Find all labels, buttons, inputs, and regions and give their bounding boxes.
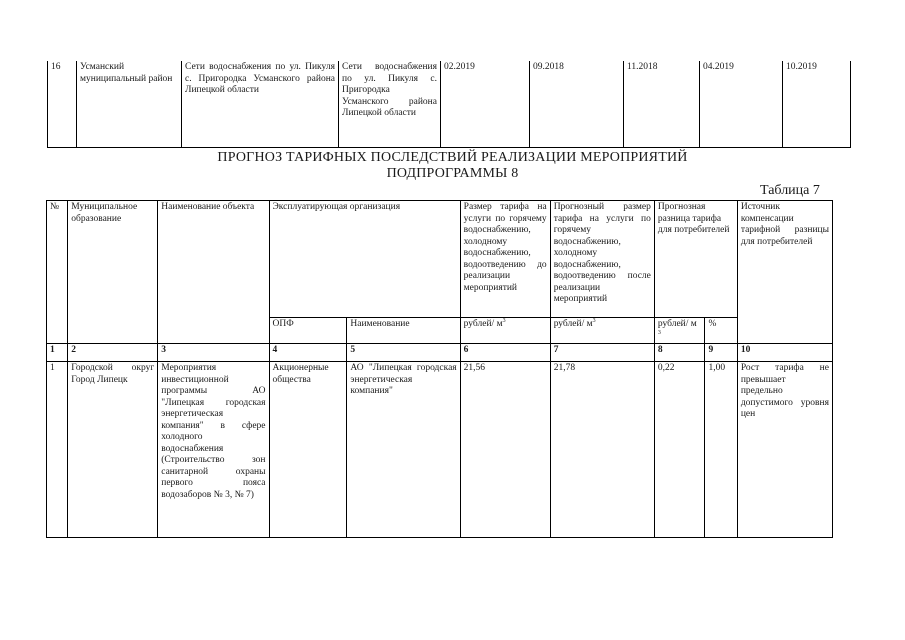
cell-date-4: 04.2019 — [700, 61, 783, 148]
header-row — [47, 201, 833, 318]
cell-opf: Акционерные общества — [269, 362, 347, 538]
col-number: 9 — [705, 344, 737, 362]
col-number: 4 — [269, 344, 347, 362]
cell-diff: 0,22 — [654, 362, 705, 538]
header-difference: Прогнозная разница тарифа для потребителей — [654, 201, 737, 318]
cell-percent: 1,00 — [705, 362, 737, 538]
col-number: 6 — [460, 344, 550, 362]
cell-num: 1 — [47, 362, 68, 538]
header-num: № — [47, 201, 68, 344]
cell-object: Мероприятия инвестиционной программы АО "Липецкая городская энергетическая компания" в сфере холодного водоснабжения (Строительство зон санитарной охраны первого пояса водозаборов № 3, № 7) — [158, 362, 269, 538]
table-row — [47, 362, 833, 538]
table-row — [48, 61, 851, 148]
header-unit-after: рублей/ $м^3$ — [550, 318, 654, 344]
header-unit-diff: рублей/ м $^3$ — [654, 318, 705, 344]
column-number-row — [47, 344, 833, 362]
col-number: 7 — [550, 344, 654, 362]
cell-municipality: Городской округ Город Липецк — [68, 362, 158, 538]
tariff-table — [46, 200, 833, 538]
header-opf: ОПФ — [269, 318, 347, 344]
cell-date-2: 09.2018 — [530, 61, 624, 148]
header-name: Наименование — [347, 318, 460, 344]
header-source: Источник компенсации тарифной разницы для потребителей — [737, 201, 832, 344]
cell-date-1: 02.2019 — [441, 61, 530, 148]
cell-num: 16 — [48, 61, 77, 148]
cell-object: Сети водоснабжения по ул. Пикуля с. Пригородка Усманского района Липецкой области — [182, 61, 339, 148]
header-percent: % — [705, 318, 737, 344]
section-heading: ПРОГНОЗ ТАРИФНЫХ ПОСЛЕДСТВИЙ РЕАЛИЗАЦИИ МЕРОПРИЯТИЙ — [217, 150, 688, 165]
header-operator: Эксплуатирующая организация — [269, 201, 460, 318]
col-number: 5 — [347, 344, 460, 362]
cell-name: АО "Липецкая городская энергетическая компания" — [347, 362, 460, 538]
cell-district: Усманский муниципальный район — [77, 61, 182, 148]
header-unit-before: рублей/ $м^3$ — [460, 318, 550, 344]
header-municipality: Муниципальное образование — [68, 201, 158, 344]
table-label: Таблица 7 — [760, 183, 820, 198]
header-object: Наименование объекта — [158, 201, 269, 344]
cell-tariff-before: 21,56 — [460, 362, 550, 538]
col-number: 10 — [737, 344, 832, 362]
section-heading-line-2: ПОДПРОГРАММЫ 8 — [386, 166, 519, 181]
cell-source: Рост тарифа не превышает предельно допустимого уровня цен — [737, 362, 832, 538]
col-number: 3 — [158, 344, 269, 362]
cell-date-5: 10.2019 — [783, 61, 851, 148]
col-number: 2 — [68, 344, 158, 362]
col-number: 8 — [654, 344, 705, 362]
header-tariff-after: Прогнозный размер тарифа на услуги по горячему водоснабжению, холодному водоснабжению, водоотведению после реализации мероприятий — [550, 201, 654, 318]
cell-date-3: 11.2018 — [624, 61, 700, 148]
cell-object-2: Сети водоснабжения по ул. Пикуля с. Пригородка Усманского района Липецкой области — [339, 61, 441, 148]
col-number: 1 — [47, 344, 68, 362]
continued-table — [47, 61, 851, 148]
header-tariff-before: Размер тарифа на услуги по горячему водоснабжению, холодному водоснабжению, водоотведению до реализации мероприятий — [460, 201, 550, 318]
cell-tariff-after: 21,78 — [550, 362, 654, 538]
